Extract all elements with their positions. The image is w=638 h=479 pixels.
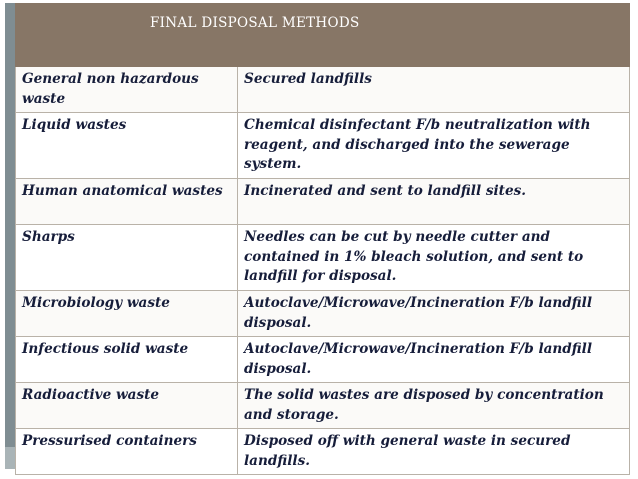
waste-type-cell: Pressurised containers (16, 429, 238, 475)
disposal-methods-table (15, 3, 630, 475)
table-row (16, 291, 630, 337)
waste-type-cell: Infectious solid waste (16, 337, 238, 383)
table-header-row (16, 4, 630, 67)
table-title-cell (16, 4, 630, 67)
disposal-method-cell: Chemical disinfectant F/b neutralization with reagent, and discharged into the sewerage system. (238, 113, 630, 179)
table-row (16, 429, 630, 475)
disposal-method-cell: Incinerated and sent to landfill sites. (238, 179, 630, 225)
table-row (16, 337, 630, 383)
waste-type-cell: Human anatomical wastes (16, 179, 238, 225)
table-row (16, 383, 630, 429)
waste-type-cell: Microbiology waste (16, 291, 238, 337)
disposal-method-cell: Autoclave/Microwave/Incineration F/b landfill disposal. (238, 291, 630, 337)
table-row (16, 67, 630, 113)
table-row (16, 113, 630, 179)
disposal-method-cell: Disposed off with general waste in secured landfills. (238, 429, 630, 475)
disposal-method-cell: Needles can be cut by needle cutter and contained in 1% bleach solution, and sent to landfill for disposal. (238, 225, 630, 291)
waste-type-cell: General non hazardous waste (16, 67, 238, 113)
waste-type-cell: Liquid wastes (16, 113, 238, 179)
disposal-method-cell: Autoclave/Microwave/Incineration F/b landfill disposal. (238, 337, 630, 383)
waste-type-cell: Sharps (16, 225, 238, 291)
disposal-method-cell: Secured landfills (238, 67, 630, 113)
table-row (16, 225, 630, 291)
waste-type-cell: Radioactive waste (16, 383, 238, 429)
table-title: FINAL DISPOSAL METHODS (150, 15, 360, 31)
table-row (16, 179, 630, 225)
left-accent-bar (5, 3, 15, 469)
left-accent-bar-highlight (5, 447, 15, 469)
disposal-method-cell: The solid wastes are disposed by concentration and storage. (238, 383, 630, 429)
